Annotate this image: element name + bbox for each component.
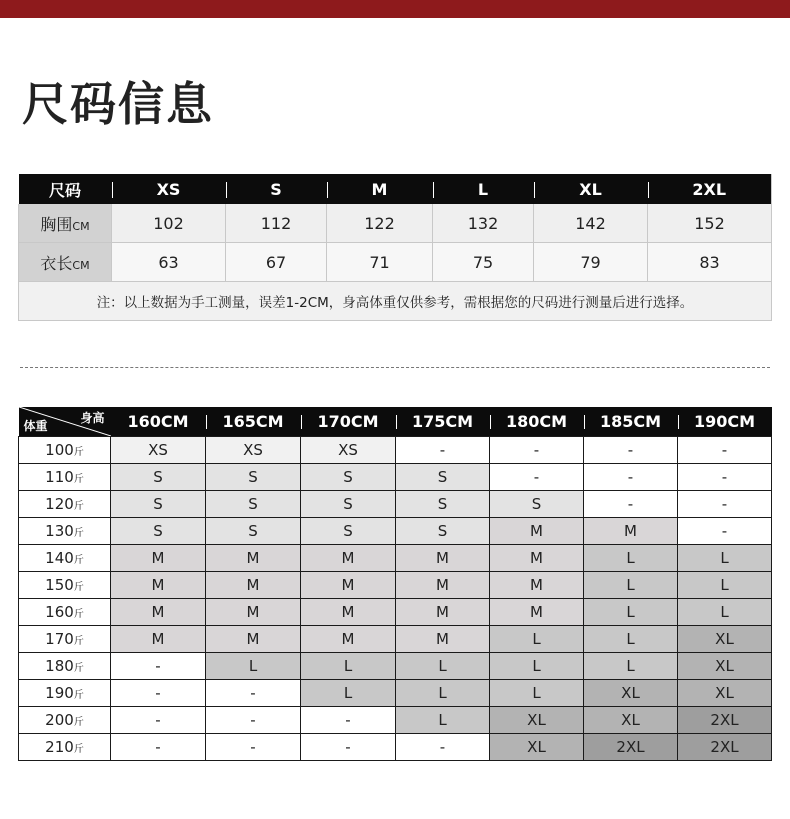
weight-value: 210: [45, 738, 74, 756]
fit-size-cell: L: [678, 599, 772, 626]
chest-unit: CM: [72, 219, 90, 233]
corner-weight-label: 体重: [23, 419, 48, 433]
fit-row: [19, 707, 772, 734]
fit-size-cell: S: [111, 518, 206, 545]
size-header-cell: XL: [534, 174, 648, 204]
height-header-cell: 175CM: [396, 407, 490, 437]
chest-value: 122: [327, 204, 433, 243]
fit-size-cell: S: [206, 491, 301, 518]
height-header-cell: 165CM: [206, 407, 301, 437]
fit-size-cell: -: [584, 464, 678, 491]
fit-size-cell: XL: [490, 707, 584, 734]
fit-size-cell: S: [301, 518, 396, 545]
fit-table-body: [19, 437, 772, 761]
fit-size-cell: L: [584, 599, 678, 626]
fit-size-cell: XS: [206, 437, 301, 464]
fit-size-cell: L: [584, 545, 678, 572]
fit-size-cell: M: [301, 572, 396, 599]
fit-size-cell: L: [584, 626, 678, 653]
fit-size-cell: -: [678, 518, 772, 545]
chest-value: 132: [433, 204, 534, 243]
fit-row: [19, 437, 772, 464]
weight-value: 150: [45, 576, 74, 594]
fit-size-cell: -: [206, 707, 301, 734]
fit-size-cell: M: [206, 572, 301, 599]
fit-size-cell: L: [396, 653, 490, 680]
fit-size-cell: -: [301, 734, 396, 761]
fit-size-cell: XL: [678, 680, 772, 707]
top-accent-bar: [0, 0, 790, 18]
fit-size-cell: L: [490, 680, 584, 707]
weight-unit: 斤: [73, 609, 84, 620]
fit-size-cell: M: [301, 626, 396, 653]
fit-size-cell: M: [490, 599, 584, 626]
corner-height-label: 身高: [80, 411, 105, 425]
fit-size-cell: XL: [584, 707, 678, 734]
height-header-cell: 160CM: [111, 407, 206, 437]
fit-size-cell: 2XL: [678, 707, 772, 734]
fit-size-cell: S: [301, 491, 396, 518]
weight-cell: [19, 572, 111, 599]
fit-size-cell: M: [490, 518, 584, 545]
fit-size-cell: M: [111, 599, 206, 626]
weight-cell: [19, 707, 111, 734]
fit-row: [19, 572, 772, 599]
height-weight-fit-table: [18, 407, 772, 761]
fit-size-cell: S: [206, 464, 301, 491]
fit-size-cell: -: [584, 437, 678, 464]
fit-size-cell: M: [301, 599, 396, 626]
chest-value: 142: [534, 204, 648, 243]
weight-value: 180: [45, 657, 74, 675]
fit-size-cell: L: [490, 653, 584, 680]
fit-size-cell: M: [396, 572, 490, 599]
fit-size-cell: -: [111, 734, 206, 761]
fit-size-cell: XL: [678, 626, 772, 653]
fit-size-cell: L: [396, 680, 490, 707]
fit-size-cell: L: [678, 572, 772, 599]
size-header-label: 尺码: [19, 174, 112, 204]
chest-value: 152: [648, 204, 772, 243]
fit-size-cell: -: [396, 437, 490, 464]
length-label: 衣长: [40, 253, 73, 273]
fit-size-cell: M: [490, 545, 584, 572]
weight-value: 200: [45, 711, 74, 729]
fit-size-cell: -: [206, 734, 301, 761]
fit-size-cell: XL: [678, 653, 772, 680]
fit-size-cell: M: [111, 626, 206, 653]
weight-unit: 斤: [73, 501, 84, 512]
height-header-cell: 180CM: [490, 407, 584, 437]
weight-value: 100: [45, 441, 74, 459]
height-header-cell: 185CM: [584, 407, 678, 437]
fit-size-cell: L: [678, 545, 772, 572]
weight-unit: 斤: [73, 555, 84, 566]
size-header-cell: S: [226, 174, 327, 204]
weight-value: 120: [45, 495, 74, 513]
fit-size-cell: M: [396, 626, 490, 653]
size-measurement-table: [18, 174, 772, 321]
length-value: 67: [226, 243, 327, 282]
weight-unit: 斤: [73, 663, 84, 674]
weight-value: 130: [45, 522, 74, 540]
weight-unit: 斤: [73, 636, 84, 647]
length-value: 63: [112, 243, 226, 282]
fit-size-cell: 2XL: [678, 734, 772, 761]
weight-cell: [19, 653, 111, 680]
weight-cell: [19, 734, 111, 761]
fit-size-cell: -: [111, 680, 206, 707]
fit-row: [19, 518, 772, 545]
fit-size-cell: -: [111, 707, 206, 734]
fit-size-cell: M: [111, 545, 206, 572]
weight-cell: [19, 680, 111, 707]
weight-unit: 斤: [73, 474, 84, 485]
fit-row: [19, 626, 772, 653]
fit-size-cell: XL: [584, 680, 678, 707]
fit-size-cell: M: [206, 626, 301, 653]
weight-cell: [19, 491, 111, 518]
weight-cell: [19, 437, 111, 464]
fit-size-cell: L: [396, 707, 490, 734]
height-header-row: [19, 407, 772, 437]
fit-size-cell: XL: [490, 734, 584, 761]
fit-size-cell: M: [396, 599, 490, 626]
size-header-row: [19, 174, 772, 204]
weight-value: 170: [45, 630, 74, 648]
fit-size-cell: L: [206, 653, 301, 680]
fit-row: [19, 653, 772, 680]
fit-row: [19, 734, 772, 761]
weight-cell: [19, 626, 111, 653]
chest-label: 胸围: [40, 214, 73, 234]
fit-size-cell: L: [584, 653, 678, 680]
length-unit: CM: [72, 258, 90, 272]
weight-unit: 斤: [73, 447, 84, 458]
fit-size-cell: -: [584, 491, 678, 518]
chest-row: [19, 204, 772, 243]
fit-size-cell: XS: [301, 437, 396, 464]
size-header-cell: 2XL: [648, 174, 772, 204]
measurement-note: 注：以上数据为手工测量，误差1-2CM，身高体重仅供参考，需根据您的尺码进行测量后进行选择。: [19, 282, 772, 321]
chest-value: 102: [112, 204, 226, 243]
fit-size-cell: -: [678, 437, 772, 464]
dashed-divider: [20, 367, 770, 368]
fit-size-cell: -: [678, 464, 772, 491]
weight-cell: [19, 518, 111, 545]
length-value: 75: [433, 243, 534, 282]
chest-value: 112: [226, 204, 327, 243]
length-value: 71: [327, 243, 433, 282]
fit-size-cell: L: [584, 572, 678, 599]
weight-unit: 斤: [73, 690, 84, 701]
weight-value: 140: [45, 549, 74, 567]
fit-size-cell: M: [301, 545, 396, 572]
fit-size-cell: -: [678, 491, 772, 518]
size-header-cell: L: [433, 174, 534, 204]
fit-size-cell: M: [206, 599, 301, 626]
note-row: [19, 282, 772, 321]
fit-size-cell: S: [206, 518, 301, 545]
chest-label-cell: [19, 204, 112, 243]
size-header-cell: M: [327, 174, 433, 204]
fit-size-cell: S: [111, 464, 206, 491]
weight-value: 160: [45, 603, 74, 621]
weight-unit: 斤: [73, 744, 84, 755]
height-header-cell: 170CM: [301, 407, 396, 437]
fit-size-cell: -: [111, 653, 206, 680]
fit-row: [19, 545, 772, 572]
weight-cell: [19, 545, 111, 572]
fit-size-cell: -: [206, 680, 301, 707]
fit-size-cell: L: [301, 680, 396, 707]
fit-size-cell: M: [111, 572, 206, 599]
fit-size-cell: S: [396, 491, 490, 518]
fit-size-cell: S: [490, 491, 584, 518]
weight-value: 190: [45, 684, 74, 702]
fit-size-cell: L: [490, 626, 584, 653]
length-value: 83: [648, 243, 772, 282]
fit-row: [19, 599, 772, 626]
weight-cell: [19, 599, 111, 626]
fit-size-cell: L: [301, 653, 396, 680]
fit-size-cell: S: [111, 491, 206, 518]
fit-size-cell: S: [301, 464, 396, 491]
fit-size-cell: 2XL: [584, 734, 678, 761]
fit-size-cell: M: [490, 572, 584, 599]
fit-row: [19, 464, 772, 491]
fit-corner-cell: [19, 407, 111, 437]
length-value: 79: [534, 243, 648, 282]
fit-size-cell: -: [490, 464, 584, 491]
length-label-cell: [19, 243, 112, 282]
fit-row: [19, 491, 772, 518]
weight-unit: 斤: [73, 717, 84, 728]
fit-row: [19, 680, 772, 707]
page-title: 尺码信息: [22, 77, 214, 131]
fit-size-cell: M: [584, 518, 678, 545]
fit-size-cell: M: [206, 545, 301, 572]
weight-unit: 斤: [73, 528, 84, 539]
fit-size-cell: -: [396, 734, 490, 761]
fit-size-cell: XS: [111, 437, 206, 464]
height-header-cell: 190CM: [678, 407, 772, 437]
weight-cell: [19, 464, 111, 491]
fit-size-cell: S: [396, 464, 490, 491]
fit-size-cell: M: [396, 545, 490, 572]
size-header-cell: XS: [112, 174, 226, 204]
weight-value: 110: [45, 468, 74, 486]
weight-unit: 斤: [73, 582, 84, 593]
fit-size-cell: S: [396, 518, 490, 545]
fit-size-cell: -: [490, 437, 584, 464]
length-row: [19, 243, 772, 282]
fit-size-cell: -: [301, 707, 396, 734]
